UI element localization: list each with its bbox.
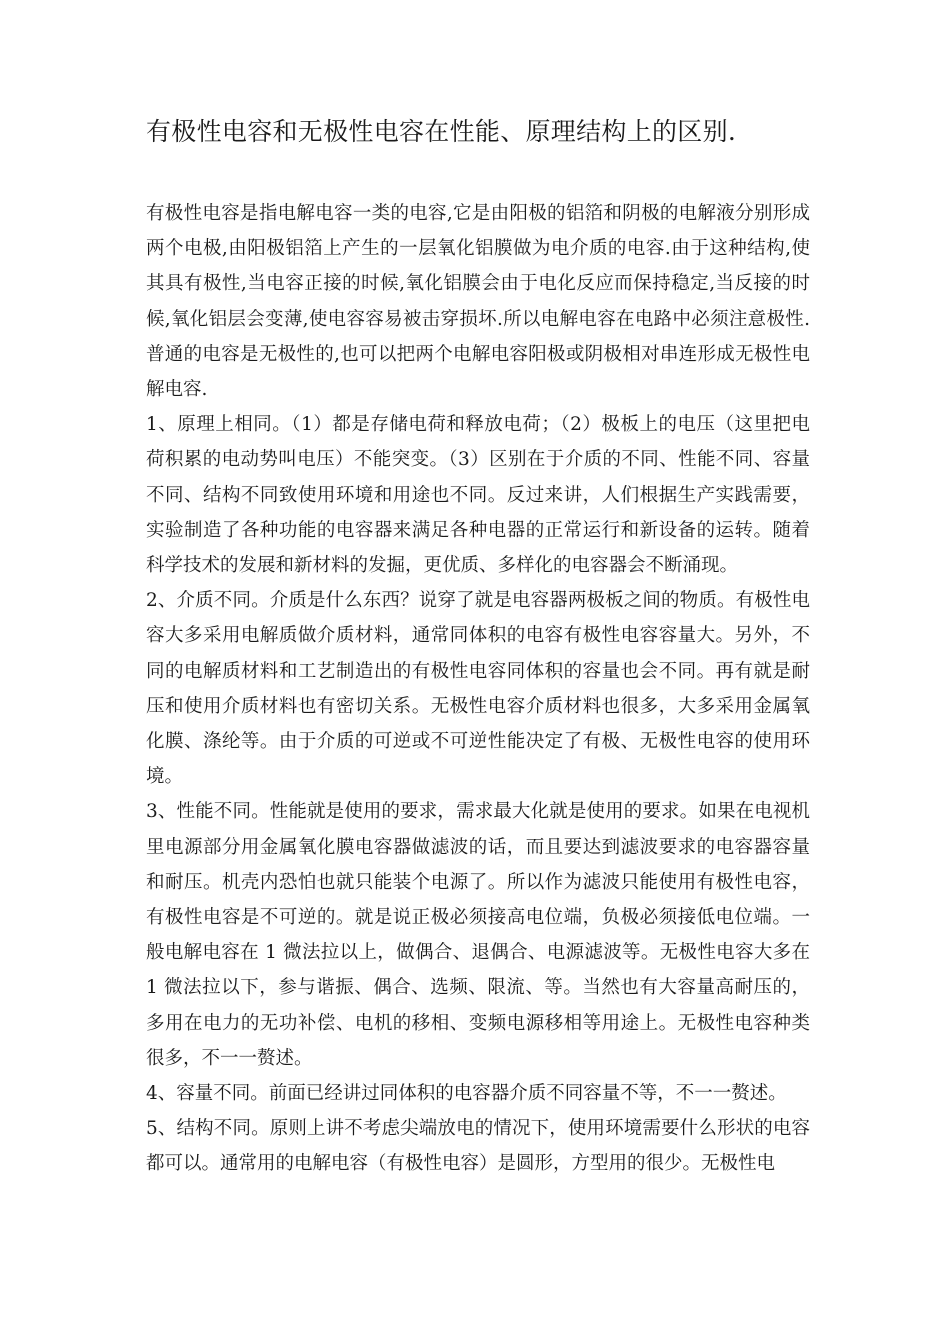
paragraph-point-4: 4、容量不同。前面已经讲过同体积的电容器介质不同容量不等，不一一赘述。 — [146, 1083, 787, 1105]
document-title: 有极性电容和无极性电容在性能、原理结构上的区别. — [146, 117, 737, 146]
paragraph-intro: 有极性电容是指电解电容一类的电容,它是由阳极的铝箔和阴极的电解液分别形成两个电极,由阳极铝箔上产生的一层氧化铝膜做为电介质的电容.由于这种结构,使其具有极性,当电容正接的时候,氧化铝膜会由于电化反应而保持稳定,当反接的时候,氧化铝层会变薄,使电容容易被击穿损坏.所以电解电容在电路中必须注意极性.普通的电容是无极性的,也可以把两个电解电容阳极或阴极相对串连形成无极性电解电容. — [146, 203, 810, 401]
paragraph-point-2: 2、介质不同。介质是什么东西？说穿了就是电容器两极板之间的物质。有极性电容大多采用电解质做介质材料，通常同体积的电容有极性电容容量大。另外，不同的电解质材料和工艺制造出的有极性电容同体积的容量也会不同。再有就是耐压和使用介质材料也有密切关系。无极性电容介质材料也很多，大多采用金属氧化膜、涤纶等。由于介质的可逆或不可逆性能决定了有极、无极性电容的使用环境。 — [146, 590, 810, 788]
paragraph-point-3: 3、性能不同。性能就是使用的要求，需求最大化就是使用的要求。如果在电视机里电源部分用金属氧化膜电容器做滤波的话，而且要达到滤波要求的电容器容量和耐压。机壳内恐怕也就只能装个电源了。所以作为滤波只能使用有极性电容，有极性电容是不可逆的。就是说正极必须接高电位端，负极必须接低电位端。一般电解电容在 1 微法拉以上，做偶合、退偶合、电源滤波等。无极性电容大多在 1 微法拉以下，参与谐振、偶合、选频、限流、等。当然也有大容量高耐压的，多用在电力的无功补偿、电机的移相、变频电源移相等用途上。无极性电容种类很多，不一一赘述。 — [146, 801, 810, 1069]
paragraph-point-5: 5、结构不同。原则上讲不考虑尖端放电的情况下，使用环境需要什么形状的电容都可以。通常用的电解电容（有极性电容）是圆形，方型用的很少。无极性电 — [146, 1118, 810, 1175]
paragraph-point-1: 1、原理上相同。（1）都是存储电荷和释放电荷；（2）极板上的电压（这里把电荷积累的电动势叫电压）不能突变。（3）区别在于介质的不同、性能不同、容量不同、结构不同致使用环境和用途也不同。反过来讲，人们根据生产实践需要，实验制造了各种功能的电容器来满足各种电器的正常运行和新设备的运转。随着科学技术的发展和新材料的发掘，更优质、多样化的电容器会不断涌现。 — [146, 414, 810, 577]
document-page — [146, 112, 810, 1182]
